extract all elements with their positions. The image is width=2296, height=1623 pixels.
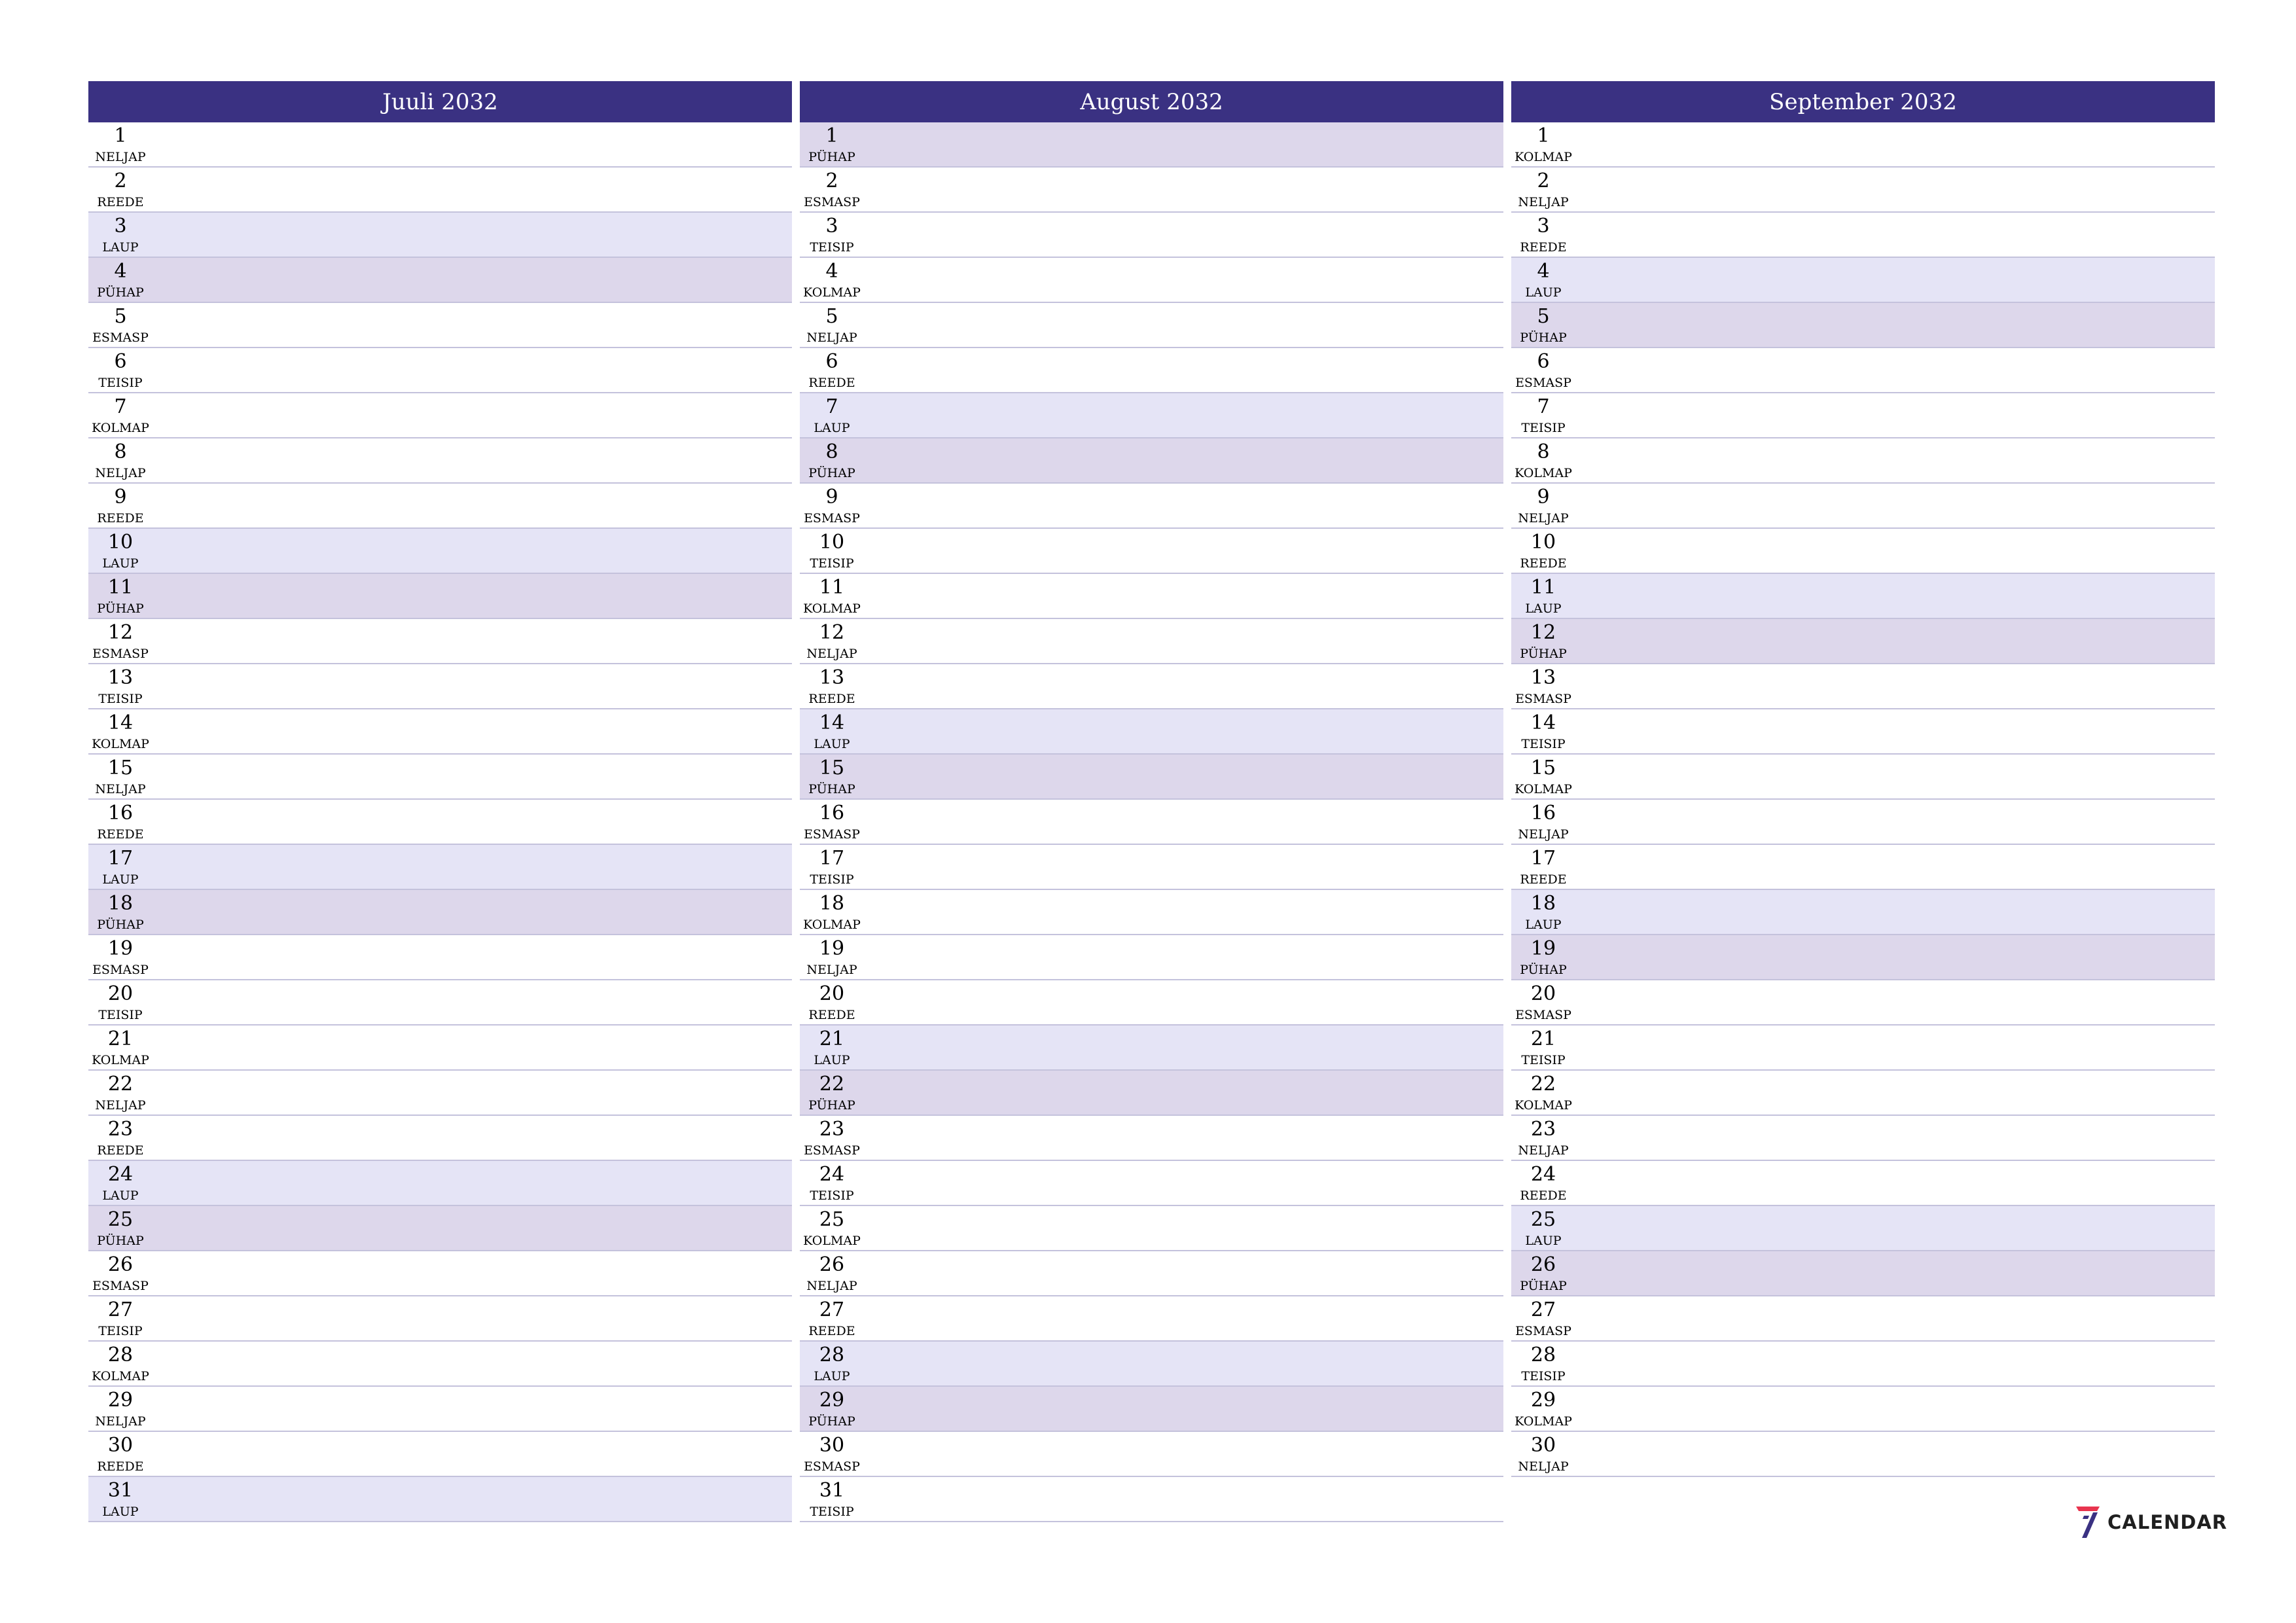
weekday-name: LAUP: [814, 421, 850, 435]
weekday-name: NELJAP: [95, 1414, 146, 1429]
day-number: 29: [1530, 1389, 1556, 1412]
day-row: [88, 845, 792, 890]
day-number: 10: [1530, 531, 1556, 554]
day-number: 28: [819, 1344, 845, 1366]
day-number: 15: [107, 757, 134, 779]
day-number: 12: [107, 621, 134, 644]
day-number: 20: [819, 982, 845, 1005]
weekday-name: NELJAP: [95, 1098, 146, 1113]
day-row: [1511, 664, 2215, 709]
day-number: 2: [825, 169, 838, 192]
weekday-name: REEDE: [97, 1459, 144, 1474]
day-row: [800, 890, 1503, 935]
weekday-name: ESMASP: [1515, 1324, 1571, 1338]
day-number: 5: [114, 305, 127, 328]
day-number: 16: [1530, 802, 1556, 825]
day-row: [1511, 935, 2215, 980]
day-row: [88, 935, 792, 980]
day-row: [1511, 1387, 2215, 1432]
day-number: 7: [114, 395, 127, 418]
weekday-name: PÜHAP: [97, 918, 144, 932]
day-row: [1511, 619, 2215, 664]
day-row: [1511, 1342, 2215, 1387]
weekday-name: NELJAP: [95, 150, 146, 164]
weekday-name: LAUP: [1525, 285, 1562, 300]
day-row: [1511, 1296, 2215, 1342]
day-row: [88, 1116, 792, 1161]
weekday-name: NELJAP: [95, 782, 146, 796]
day-number: 11: [819, 576, 845, 599]
weekday-name: LAUP: [102, 240, 139, 255]
day-number: 10: [107, 531, 134, 554]
day-number: 2: [1537, 169, 1550, 192]
day-number: 26: [819, 1253, 845, 1276]
day-number: 28: [107, 1344, 134, 1366]
day-number: 10: [819, 531, 845, 554]
weekday-name: PÜHAP: [808, 466, 855, 480]
day-number: 12: [1530, 621, 1556, 644]
day-row: [800, 1026, 1503, 1071]
weekday-name: ESMASP: [92, 1279, 149, 1293]
weekday-name: REEDE: [1520, 1188, 1567, 1203]
day-row: [800, 1387, 1503, 1432]
day-row: [1511, 574, 2215, 619]
weekday-name: LAUP: [102, 872, 139, 887]
day-row: [800, 664, 1503, 709]
weekday-name: PÜHAP: [97, 601, 144, 616]
day-number: 18: [107, 892, 134, 915]
day-number: 5: [1537, 305, 1550, 328]
day-number: 12: [819, 621, 845, 644]
day-row: [1511, 484, 2215, 529]
weekday-name: TEISIP: [1521, 737, 1566, 751]
day-number: 24: [1530, 1163, 1556, 1186]
day-row: [800, 1342, 1503, 1387]
day-number: 4: [825, 260, 838, 283]
day-number: 13: [107, 666, 134, 689]
day-row: [1511, 1161, 2215, 1206]
weekday-name: PÜHAP: [808, 150, 855, 164]
day-row: [800, 800, 1503, 845]
day-row: [1511, 348, 2215, 393]
day-number: 30: [819, 1434, 845, 1457]
day-number: 19: [107, 937, 134, 960]
weekday-name: REEDE: [97, 511, 144, 526]
day-row: [88, 1296, 792, 1342]
day-number: 7: [825, 395, 838, 418]
day-row: [800, 258, 1503, 303]
day-number: 21: [819, 1027, 845, 1050]
day-row: [800, 980, 1503, 1026]
day-row: [800, 393, 1503, 438]
day-number: 17: [819, 847, 845, 870]
day-number: 15: [819, 757, 845, 779]
day-number: 14: [107, 711, 134, 734]
day-number: 20: [107, 982, 134, 1005]
day-row: [88, 303, 792, 348]
day-row: [88, 393, 792, 438]
day-number: 20: [1530, 982, 1556, 1005]
day-row: [88, 438, 792, 484]
day-number: 8: [1537, 440, 1550, 463]
weekday-name: ESMASP: [804, 827, 860, 842]
day-number: 8: [114, 440, 127, 463]
day-row: [1511, 890, 2215, 935]
day-row: [1511, 980, 2215, 1026]
day-number: 21: [107, 1027, 134, 1050]
day-row: [88, 348, 792, 393]
weekday-name: NELJAP: [1518, 511, 1569, 526]
weekday-name: TEISIP: [98, 376, 143, 390]
day-number: 18: [819, 892, 845, 915]
day-row: [800, 213, 1503, 258]
weekday-name: LAUP: [1525, 918, 1562, 932]
day-number: 22: [1530, 1073, 1556, 1096]
weekday-name: REEDE: [808, 692, 855, 706]
day-number: 1: [1537, 124, 1550, 147]
day-number: 25: [1530, 1208, 1556, 1231]
weekday-name: LAUP: [814, 1369, 850, 1383]
day-row: [800, 574, 1503, 619]
day-row: [88, 1387, 792, 1432]
day-row: [1511, 845, 2215, 890]
day-row: [88, 1161, 792, 1206]
day-number: 25: [819, 1208, 845, 1231]
day-number: 31: [819, 1479, 845, 1502]
weekday-name: REEDE: [97, 1143, 144, 1158]
day-row: [1511, 213, 2215, 258]
weekday-name: PÜHAP: [808, 782, 855, 796]
weekday-name: ESMASP: [92, 330, 149, 345]
day-row: [88, 213, 792, 258]
weekday-name: ESMASP: [1515, 692, 1571, 706]
day-row: [1511, 1432, 2215, 1477]
weekday-name: NELJAP: [806, 647, 857, 661]
day-number: 9: [114, 486, 127, 508]
weekday-name: KOLMAP: [1515, 150, 1572, 164]
day-number: 16: [819, 802, 845, 825]
day-number: 24: [819, 1163, 845, 1186]
day-number: 30: [107, 1434, 134, 1457]
day-row: [88, 1206, 792, 1251]
day-row: [1511, 1206, 2215, 1251]
day-number: 3: [1537, 215, 1550, 238]
day-row: [800, 1206, 1503, 1251]
day-number: 5: [825, 305, 838, 328]
weekday-name: ESMASP: [1515, 376, 1571, 390]
day-row: [800, 619, 1503, 664]
day-row: [1511, 529, 2215, 574]
day-number: 28: [1530, 1344, 1556, 1366]
weekday-name: KOLMAP: [1515, 466, 1572, 480]
day-number: 26: [1530, 1253, 1556, 1276]
weekday-name: ESMASP: [804, 1459, 860, 1474]
weekday-name: ESMASP: [92, 963, 149, 977]
day-number: 21: [1530, 1027, 1556, 1050]
weekday-name: PÜHAP: [808, 1414, 855, 1429]
weekday-name: ESMASP: [1515, 1008, 1571, 1022]
month-july: [88, 81, 792, 1522]
day-number: 25: [107, 1208, 134, 1231]
day-row: [88, 1026, 792, 1071]
day-row: [88, 664, 792, 709]
day-row: [1511, 393, 2215, 438]
weekday-name: TEISIP: [810, 1188, 854, 1203]
weekday-name: PÜHAP: [97, 1234, 144, 1248]
day-number: 6: [114, 350, 127, 373]
day-row: [1511, 1251, 2215, 1296]
weekday-name: LAUP: [102, 1505, 139, 1519]
day-number: 9: [825, 486, 838, 508]
day-number: 22: [819, 1073, 845, 1096]
day-row: [88, 800, 792, 845]
weekday-name: LAUP: [1525, 1234, 1562, 1248]
weekday-name: KOLMAP: [92, 737, 149, 751]
day-number: 3: [825, 215, 838, 238]
month-header: August 2032: [800, 81, 1503, 122]
day-row: [88, 484, 792, 529]
weekday-name: TEISIP: [1521, 421, 1566, 435]
day-row: [88, 890, 792, 935]
day-row: [1511, 168, 2215, 213]
day-row: [88, 258, 792, 303]
day-number: 16: [107, 802, 134, 825]
day-row: [800, 1296, 1503, 1342]
day-number: 2: [114, 169, 127, 192]
weekday-name: NELJAP: [1518, 1143, 1569, 1158]
day-number: 11: [1530, 576, 1556, 599]
day-number: 30: [1530, 1434, 1556, 1457]
day-row: [1511, 709, 2215, 755]
day-row: [88, 122, 792, 168]
weekday-name: TEISIP: [810, 240, 854, 255]
day-row: [88, 755, 792, 800]
day-number: 9: [1537, 486, 1550, 508]
weekday-name: ESMASP: [804, 1143, 860, 1158]
day-row: [800, 168, 1503, 213]
day-row: [800, 709, 1503, 755]
weekday-name: NELJAP: [1518, 195, 1569, 209]
seven-logo-icon: [2073, 1505, 2101, 1539]
weekday-name: REEDE: [97, 827, 144, 842]
weekday-name: KOLMAP: [803, 918, 861, 932]
day-number: 7: [1537, 395, 1550, 418]
day-number: 29: [819, 1389, 845, 1412]
weekday-name: TEISIP: [1521, 1369, 1566, 1383]
day-number: 14: [1530, 711, 1556, 734]
weekday-name: KOLMAP: [1515, 1098, 1572, 1113]
day-number: 6: [825, 350, 838, 373]
day-number: 19: [1530, 937, 1556, 960]
weekday-name: LAUP: [1525, 601, 1562, 616]
day-list: [1511, 122, 2215, 1477]
weekday-name: TEISIP: [1521, 1053, 1566, 1067]
day-row: [88, 709, 792, 755]
weekday-name: ESMASP: [804, 511, 860, 526]
day-row: [800, 1161, 1503, 1206]
day-row: [88, 574, 792, 619]
day-number: 3: [114, 215, 127, 238]
day-row: [800, 529, 1503, 574]
calendar-columns: [88, 81, 2215, 1522]
day-row: [1511, 122, 2215, 168]
weekday-name: KOLMAP: [1515, 782, 1572, 796]
day-row: [1511, 1116, 2215, 1161]
day-row: [1511, 303, 2215, 348]
day-number: 23: [107, 1118, 134, 1141]
weekday-name: REEDE: [1520, 872, 1567, 887]
weekday-name: NELJAP: [806, 963, 857, 977]
day-row: [800, 122, 1503, 168]
day-row: [88, 529, 792, 574]
weekday-name: KOLMAP: [803, 601, 861, 616]
day-number: 17: [107, 847, 134, 870]
day-row: [1511, 1026, 2215, 1071]
day-row: [800, 935, 1503, 980]
day-number: 22: [107, 1073, 134, 1096]
weekday-name: KOLMAP: [92, 1053, 149, 1067]
day-number: 4: [1537, 260, 1550, 283]
day-number: 27: [107, 1298, 134, 1321]
day-number: 1: [114, 124, 127, 147]
logo-text: CALENDAR: [2108, 1511, 2228, 1533]
day-row: [1511, 258, 2215, 303]
day-number: 27: [819, 1298, 845, 1321]
day-list: [88, 122, 792, 1522]
day-row: [800, 1116, 1503, 1161]
day-row: [88, 1251, 792, 1296]
day-number: 13: [1530, 666, 1556, 689]
day-row: [88, 168, 792, 213]
weekday-name: TEISIP: [98, 692, 143, 706]
day-number: 26: [107, 1253, 134, 1276]
weekday-name: NELJAP: [806, 1279, 857, 1293]
weekday-name: TEISIP: [810, 1505, 854, 1519]
weekday-name: NELJAP: [806, 330, 857, 345]
brand-logo: [2073, 1504, 2227, 1541]
weekday-name: PÜHAP: [1520, 1279, 1567, 1293]
day-number: 8: [825, 440, 838, 463]
day-row: [1511, 438, 2215, 484]
weekday-name: LAUP: [814, 737, 850, 751]
day-number: 15: [1530, 757, 1556, 779]
day-number: 11: [107, 576, 134, 599]
day-number: 29: [107, 1389, 134, 1412]
weekday-name: ESMASP: [804, 195, 860, 209]
month-august: [800, 81, 1503, 1522]
day-number: 23: [1530, 1118, 1556, 1141]
day-row: [1511, 1071, 2215, 1116]
day-number: 19: [819, 937, 845, 960]
day-row: [1511, 755, 2215, 800]
day-row: [800, 303, 1503, 348]
day-row: [800, 348, 1503, 393]
day-number: 23: [819, 1118, 845, 1141]
day-row: [88, 1342, 792, 1387]
day-row: [1511, 800, 2215, 845]
day-row: [800, 438, 1503, 484]
day-row: [88, 1432, 792, 1477]
month-header: Juuli 2032: [88, 81, 792, 122]
weekday-name: PÜHAP: [808, 1098, 855, 1113]
weekday-name: TEISIP: [98, 1008, 143, 1022]
day-list: [800, 122, 1503, 1522]
day-row: [88, 1071, 792, 1116]
day-number: 27: [1530, 1298, 1556, 1321]
day-number: 17: [1530, 847, 1556, 870]
day-number: 18: [1530, 892, 1556, 915]
weekday-name: LAUP: [102, 556, 139, 571]
weekday-name: PÜHAP: [1520, 330, 1567, 345]
weekday-name: TEISIP: [810, 556, 854, 571]
day-row: [88, 1477, 792, 1522]
weekday-name: KOLMAP: [1515, 1414, 1572, 1429]
day-number: 4: [114, 260, 127, 283]
month-september: [1511, 81, 2215, 1522]
day-number: 24: [107, 1163, 134, 1186]
weekday-name: PÜHAP: [1520, 963, 1567, 977]
weekday-name: REEDE: [808, 1008, 855, 1022]
month-header: September 2032: [1511, 81, 2215, 122]
day-number: 13: [819, 666, 845, 689]
weekday-name: NELJAP: [1518, 827, 1569, 842]
weekday-name: KOLMAP: [92, 421, 149, 435]
weekday-name: TEISIP: [98, 1324, 143, 1338]
weekday-name: PÜHAP: [1520, 647, 1567, 661]
weekday-name: REEDE: [1520, 240, 1567, 255]
day-row: [88, 980, 792, 1026]
weekday-name: REEDE: [97, 195, 144, 209]
weekday-name: ESMASP: [92, 647, 149, 661]
day-row: [800, 845, 1503, 890]
day-number: 1: [825, 124, 838, 147]
day-number: 14: [819, 711, 845, 734]
day-row: [800, 1432, 1503, 1477]
weekday-name: LAUP: [814, 1053, 850, 1067]
day-row: [800, 1251, 1503, 1296]
weekday-name: REEDE: [1520, 556, 1567, 571]
day-row: [88, 619, 792, 664]
day-number: 6: [1537, 350, 1550, 373]
day-row: [800, 1071, 1503, 1116]
weekday-name: REEDE: [808, 376, 855, 390]
weekday-name: KOLMAP: [92, 1369, 149, 1383]
weekday-name: NELJAP: [95, 466, 146, 480]
day-row: [800, 1477, 1503, 1522]
weekday-name: KOLMAP: [803, 1234, 861, 1248]
day-number: 31: [107, 1479, 134, 1502]
weekday-name: LAUP: [102, 1188, 139, 1203]
day-row: [800, 484, 1503, 529]
day-row: [800, 755, 1503, 800]
weekday-name: PÜHAP: [97, 285, 144, 300]
weekday-name: REEDE: [808, 1324, 855, 1338]
weekday-name: NELJAP: [1518, 1459, 1569, 1474]
weekday-name: TEISIP: [810, 872, 854, 887]
weekday-name: KOLMAP: [803, 285, 861, 300]
